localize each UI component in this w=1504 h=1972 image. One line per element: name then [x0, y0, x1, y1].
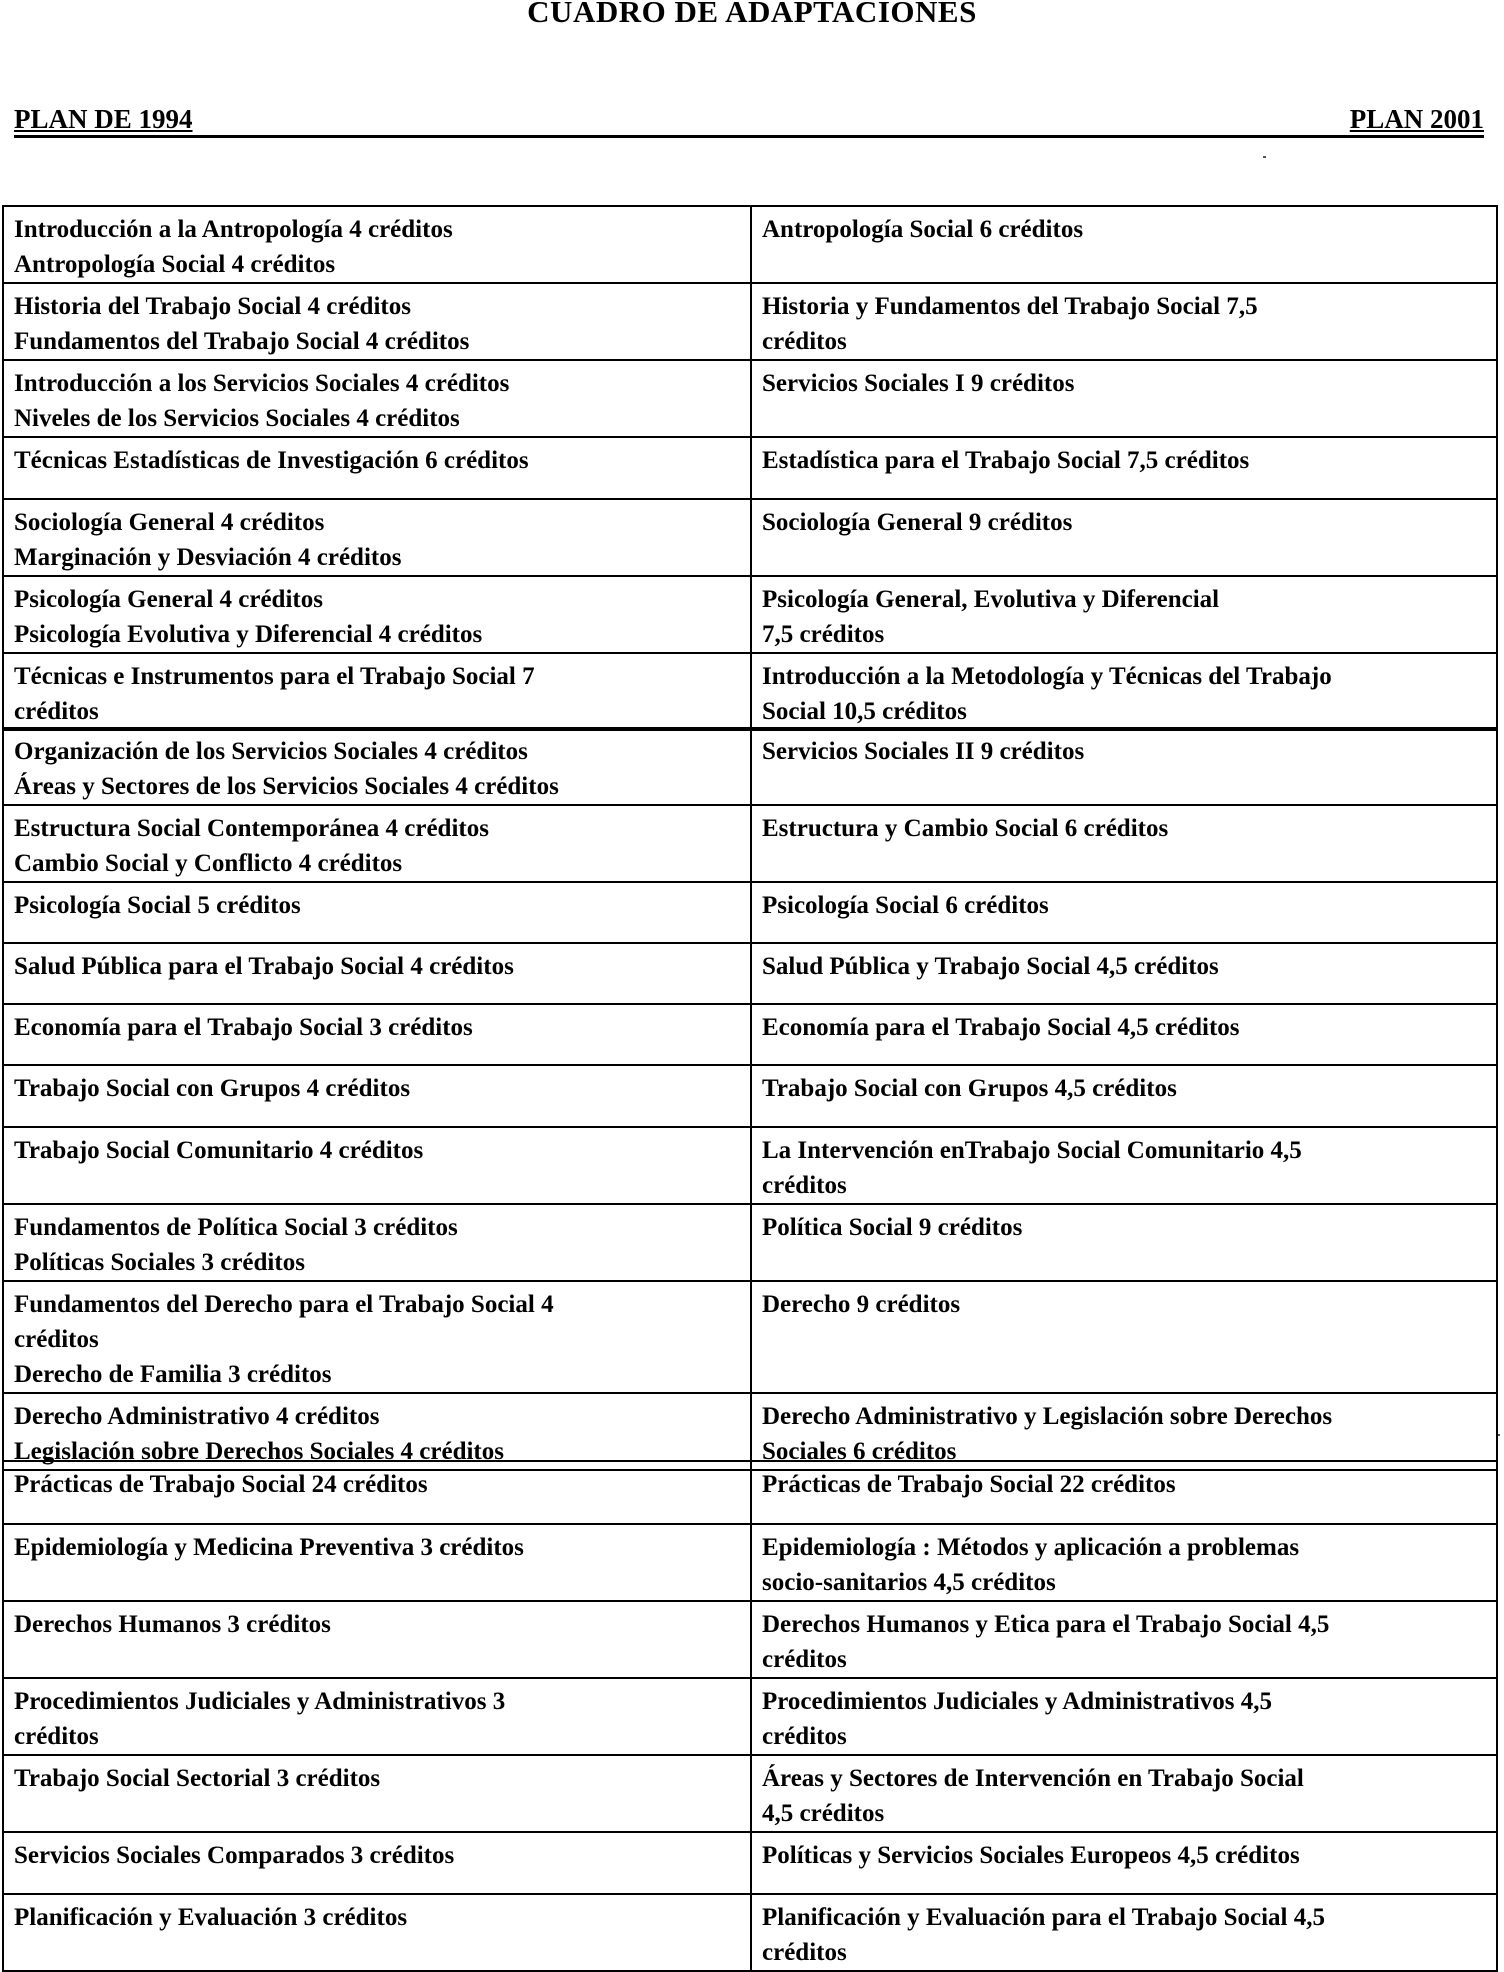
plan-2001-cell: La Intervención enTrabajo Social Comunitario 4,5 créditos [751, 1127, 1497, 1204]
table-row [3, 943, 1497, 1004]
plan-1994-cell: Derechos Humanos 3 créditos [3, 1601, 751, 1678]
plan-1994-cell: Introducción a los Servicios Sociales 4 créditos Niveles de los Servicios Sociales 4 créditos [3, 360, 751, 437]
plan-2001-cell: Derecho 9 créditos [751, 1281, 1497, 1393]
table-row [3, 499, 1497, 576]
table-row [3, 360, 1497, 437]
plan-2001-cell: Epidemiología : Métodos y aplicación a problemas socio-sanitarios 4,5 créditos [751, 1524, 1497, 1601]
plan-2001-cell: Historia y Fundamentos del Trabajo Social 7,5 créditos [751, 283, 1497, 360]
plan-1994-cell: Estructura Social Contemporánea 4 créditos Cambio Social y Conflicto 4 créditos [3, 805, 751, 882]
table-row [3, 1461, 1497, 1524]
plan-2001-cell: Servicios Sociales II 9 créditos [751, 728, 1497, 805]
plan-1994-cell: Organización de los Servicios Sociales 4 créditos Áreas y Sectores de los Servicios Sociales 4 créditos [3, 728, 751, 805]
plan-2001-cell: Servicios Sociales I 9 créditos [751, 360, 1497, 437]
table-row [3, 1004, 1497, 1065]
plan-1994-cell: Psicología Social 5 créditos [3, 882, 751, 943]
table-row [3, 1065, 1497, 1127]
plan-2001-cell: Economía para el Trabajo Social 4,5 créditos [751, 1004, 1497, 1065]
plan-1994-cell: Epidemiología y Medicina Preventiva 3 créditos [3, 1524, 751, 1601]
plan-2001-cell: Planificación y Evaluación para el Trabajo Social 4,5 créditos [751, 1894, 1497, 1971]
table-row [3, 805, 1497, 882]
table-row [3, 653, 1497, 730]
scan-speck [1263, 156, 1266, 158]
table-row [3, 1832, 1497, 1894]
plan-1994-cell: Prácticas de Trabajo Social 24 créditos [3, 1461, 751, 1524]
table-row [3, 1678, 1497, 1755]
plan-1994-cell: Servicios Sociales Comparados 3 créditos [3, 1832, 751, 1894]
table-row [3, 1524, 1497, 1601]
plan-1994-cell: Técnicas e Instrumentos para el Trabajo Social 7 créditos [3, 653, 751, 730]
table-row [3, 1894, 1497, 1971]
plan-2001-cell: Derechos Humanos y Etica para el Trabajo Social 4,5 créditos [751, 1601, 1497, 1678]
plan-1994-cell: Técnicas Estadísticas de Investigación 6 créditos [3, 437, 751, 499]
table-row [3, 576, 1497, 653]
table-row [3, 728, 1497, 805]
plan-1994-cell: Derecho Administrativo 4 créditos Legislación sobre Derechos Sociales 4 créditos [3, 1393, 751, 1470]
table-row [3, 437, 1497, 499]
table-row [3, 1281, 1497, 1393]
table-row [3, 1393, 1497, 1470]
plan-1994-cell: Planificación y Evaluación 3 créditos [3, 1894, 751, 1971]
plan-2001-cell: Sociología General 9 créditos [751, 499, 1497, 576]
plan-2001-cell: Introducción a la Metodología y Técnicas del Trabajo Social 10,5 créditos [751, 653, 1497, 730]
plan-1994-cell: Economía para el Trabajo Social 3 créditos [3, 1004, 751, 1065]
table-row [3, 1755, 1497, 1832]
plan-2001-cell: Procedimientos Judiciales y Administrativos 4,5 créditos [751, 1678, 1497, 1755]
plan-2001-cell: Trabajo Social con Grupos 4,5 créditos [751, 1065, 1497, 1127]
adaptation-table-3 [2, 1460, 1498, 1972]
table-row [3, 1601, 1497, 1678]
plan-1994-cell: Fundamentos del Derecho para el Trabajo Social 4 créditos Derecho de Familia 3 créditos [3, 1281, 751, 1393]
plan-2001-cell: Áreas y Sectores de Intervención en Trabajo Social 4,5 créditos [751, 1755, 1497, 1832]
table-row [3, 206, 1497, 283]
table-row [3, 1204, 1497, 1281]
plan-2001-cell: Antropología Social 6 créditos [751, 206, 1497, 283]
plan-1994-cell: Sociología General 4 créditos Marginación y Desviación 4 créditos [3, 499, 751, 576]
table-row [3, 1127, 1497, 1204]
adaptation-table-1 [2, 205, 1498, 731]
plan-2001-cell: Psicología Social 6 créditos [751, 882, 1497, 943]
plan-2001-cell: Política Social 9 créditos [751, 1204, 1497, 1281]
plan-2001-cell: Prácticas de Trabajo Social 22 créditos [751, 1461, 1497, 1524]
plan-1994-cell: Trabajo Social Comunitario 4 créditos [3, 1127, 751, 1204]
plan-1994-cell: Psicología General 4 créditos Psicología Evolutiva y Diferencial 4 créditos [3, 576, 751, 653]
plan-2001-cell: Políticas y Servicios Sociales Europeos 4,5 créditos [751, 1832, 1497, 1894]
table-row [3, 882, 1497, 943]
plan-2001-heading: PLAN 2001 [1349, 104, 1484, 134]
plan-1994-cell: Procedimientos Judiciales y Administrativos 3 créditos [3, 1678, 751, 1755]
plan-2001-cell: Psicología General, Evolutiva y Diferencial 7,5 créditos [751, 576, 1497, 653]
document-title: CUADRO DE ADAPTACIONES [527, 0, 977, 29]
plan-2001-cell: Estadística para el Trabajo Social 7,5 créditos [751, 437, 1497, 499]
plan-1994-cell: Salud Pública para el Trabajo Social 4 créditos [3, 943, 751, 1004]
plan-1994-cell: Introducción a la Antropología 4 créditos Antropología Social 4 créditos [3, 206, 751, 283]
plan-1994-cell: Historia del Trabajo Social 4 créditos Fundamentos del Trabajo Social 4 créditos [3, 283, 751, 360]
plan-2001-cell: Estructura y Cambio Social 6 créditos [751, 805, 1497, 882]
plan-2001-cell: Salud Pública y Trabajo Social 4,5 créditos [751, 943, 1497, 1004]
plan-header [14, 104, 1484, 138]
plan-2001-cell: Derecho Administrativo y Legislación sobre Derechos Sociales 6 créditos [751, 1393, 1497, 1470]
plan-1994-heading: PLAN DE 1994 [14, 104, 193, 134]
plan-1994-cell: Fundamentos de Política Social 3 créditos Políticas Sociales 3 créditos [3, 1204, 751, 1281]
plan-1994-cell: Trabajo Social con Grupos 4 créditos [3, 1065, 751, 1127]
table-row [3, 283, 1497, 360]
adaptation-table-2 [2, 727, 1498, 1471]
plan-1994-cell: Trabajo Social Sectorial 3 créditos [3, 1755, 751, 1832]
